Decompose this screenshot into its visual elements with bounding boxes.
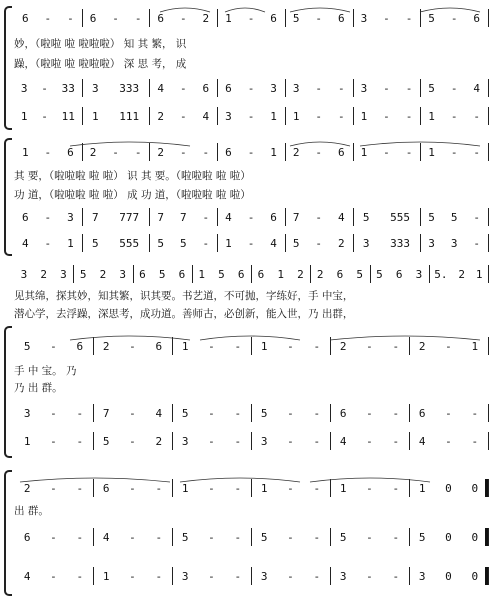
note: 2	[155, 435, 163, 448]
note: 1	[475, 268, 483, 281]
note: 333	[119, 82, 140, 95]
note: -	[76, 435, 84, 448]
note: -	[287, 570, 294, 583]
note: 4	[23, 570, 31, 583]
note: 5	[450, 211, 458, 224]
note: 6	[270, 12, 277, 25]
note: -	[129, 482, 136, 495]
lyric-line: 妙，（啦啦 啦 啦啦啦） 知 其 繁， 识	[14, 38, 187, 50]
note: 111	[119, 110, 140, 123]
note: 4	[21, 237, 29, 250]
note: -	[445, 340, 452, 353]
note: -	[50, 482, 57, 495]
note: 5	[362, 211, 370, 224]
note: 2	[292, 146, 300, 159]
note: -	[473, 211, 481, 224]
slur-arc	[200, 336, 300, 340]
slur-arc	[225, 8, 265, 12]
note: 3	[92, 82, 99, 95]
slur-arc	[290, 8, 350, 12]
note: -	[287, 340, 294, 353]
note: -	[473, 237, 481, 250]
note: 6	[23, 531, 31, 544]
note: -	[315, 12, 323, 25]
note: 5	[376, 268, 383, 281]
note: 7	[92, 211, 99, 224]
note: 7	[292, 211, 300, 224]
note: 6	[336, 268, 344, 281]
note: 5	[158, 268, 166, 281]
note: 6	[155, 340, 163, 353]
note: 3	[360, 12, 368, 25]
note: 4	[473, 82, 481, 95]
note: 3	[339, 570, 347, 583]
note: 5.	[434, 268, 448, 281]
note: 6	[139, 268, 146, 281]
note: 5	[179, 237, 187, 250]
note: 333	[390, 237, 410, 250]
note: 4	[102, 531, 110, 544]
note: -	[313, 482, 321, 495]
note: 1	[225, 237, 232, 250]
note: -	[129, 340, 136, 353]
note: -	[313, 570, 321, 583]
note: 555	[119, 237, 140, 250]
note: -	[450, 82, 458, 95]
note: 6	[102, 482, 110, 495]
note: 5	[23, 340, 31, 353]
note: 777	[119, 211, 140, 224]
note: 5	[428, 211, 435, 224]
note: -	[366, 435, 373, 448]
note: -	[287, 435, 294, 448]
note: -	[155, 482, 163, 495]
note: -	[208, 435, 215, 448]
lyric-line: 功 道，（啦啦啦 啦 啦） 成 功 道，（啦啦啦 啦 啦）	[14, 189, 251, 201]
note: -	[155, 531, 163, 544]
note: 0	[445, 531, 452, 544]
note: 1	[270, 146, 277, 159]
note: 1	[270, 110, 277, 123]
note: 3	[428, 237, 435, 250]
note: 2	[157, 146, 165, 159]
note: -	[287, 407, 294, 420]
note: 3	[260, 435, 268, 448]
note: 6	[89, 12, 97, 25]
note: 2	[89, 146, 97, 159]
note: 5	[260, 531, 268, 544]
note: 4	[418, 435, 426, 448]
note: -	[247, 110, 255, 123]
note: -	[315, 82, 323, 95]
note: 1	[418, 482, 426, 495]
note: -	[44, 211, 52, 224]
note: -	[112, 146, 119, 159]
note: -	[247, 237, 255, 250]
note: -	[129, 407, 136, 420]
note: -	[450, 146, 458, 159]
note: 3	[292, 82, 300, 95]
note: 2	[157, 110, 165, 123]
note: 555	[390, 211, 410, 224]
note: -	[315, 110, 323, 123]
note: -	[383, 146, 390, 159]
note: 5	[356, 268, 363, 281]
note: -	[44, 12, 52, 25]
note: -	[315, 237, 323, 250]
note: 3	[20, 82, 28, 95]
note: -	[392, 531, 400, 544]
note: -	[445, 435, 452, 448]
slur-arc	[330, 336, 480, 340]
note: 5	[292, 12, 300, 25]
note: 1	[339, 482, 347, 495]
note: -	[313, 407, 321, 420]
note: 6	[21, 12, 29, 25]
slur-arc	[160, 8, 210, 12]
note: 1	[67, 237, 74, 250]
note: -	[247, 12, 255, 25]
note: -	[392, 407, 400, 420]
note: -	[208, 570, 215, 583]
note: -	[315, 146, 323, 159]
note: 6	[418, 407, 426, 420]
note: -	[41, 82, 48, 95]
note: 0	[471, 531, 479, 544]
note: 4	[202, 110, 210, 123]
note: -	[405, 146, 413, 159]
note: 1	[181, 340, 189, 353]
note: 5	[92, 237, 99, 250]
note: -	[179, 12, 187, 25]
note: 6	[337, 12, 345, 25]
note: -	[234, 570, 242, 583]
note: -	[405, 12, 413, 25]
note: 6	[339, 407, 347, 420]
note: 5	[428, 82, 435, 95]
lyric-line: 见其绵，探其妙，知其繁，识其要。书艺道，不可抛，字练好，手 中宝，	[14, 290, 354, 302]
note: 5	[157, 237, 165, 250]
note: 3	[270, 82, 277, 95]
note: -	[129, 435, 136, 448]
note: 2	[337, 237, 345, 250]
note: -	[383, 110, 390, 123]
note: 4	[339, 435, 347, 448]
note: 7	[157, 211, 165, 224]
note: -	[129, 531, 136, 544]
note: -	[450, 110, 458, 123]
note: -	[50, 531, 57, 544]
note: 1	[225, 12, 232, 25]
note: 1	[181, 482, 189, 495]
note: 3	[362, 237, 370, 250]
note: -	[76, 570, 84, 583]
note: -	[287, 482, 294, 495]
note: 2	[23, 482, 31, 495]
note: 5	[79, 268, 87, 281]
note: -	[234, 407, 242, 420]
lyric-line: 躁，（啦啦 啦 啦啦啦） 深 思 考， 成	[14, 58, 187, 70]
note: 1	[198, 268, 205, 281]
slur-arc	[290, 142, 350, 146]
note: -	[247, 211, 255, 224]
note: 5	[418, 531, 426, 544]
note: 2	[458, 268, 465, 281]
note: -	[366, 570, 373, 583]
note: -	[383, 12, 390, 25]
note: 3	[415, 268, 423, 281]
lyric-line: 出 群。	[14, 505, 49, 517]
note: -	[287, 531, 294, 544]
note: 5	[218, 268, 225, 281]
note: 6	[257, 268, 265, 281]
note: -	[315, 211, 323, 224]
note: -	[405, 110, 413, 123]
note: -	[471, 435, 479, 448]
note: 6	[237, 268, 245, 281]
note: -	[202, 146, 210, 159]
note: 5	[260, 407, 268, 420]
note: -	[44, 237, 52, 250]
note: 1	[260, 340, 268, 353]
note: 33	[61, 82, 75, 95]
note: -	[41, 110, 48, 123]
note: -	[76, 531, 84, 544]
note: -	[234, 482, 242, 495]
note: -	[134, 146, 142, 159]
note: 0	[445, 482, 452, 495]
note: 6	[178, 268, 186, 281]
note: 6	[76, 340, 84, 353]
note: 5	[339, 531, 347, 544]
note: 1	[428, 110, 435, 123]
note: 1	[20, 110, 28, 123]
note: -	[208, 482, 215, 495]
note: -	[112, 12, 119, 25]
note: -	[208, 531, 215, 544]
note: 0	[445, 570, 452, 583]
note: -	[366, 482, 373, 495]
note: 5	[292, 237, 300, 250]
note: 6	[270, 211, 277, 224]
note: 0	[471, 570, 479, 583]
note: 1	[260, 482, 268, 495]
note: -	[450, 12, 458, 25]
note: 7	[102, 407, 110, 420]
lyric-line: 其 要，（啦啦啦 啦 啦） 识 其 要。（啦啦啦 啦 啦）	[14, 170, 251, 182]
note: 3	[450, 237, 458, 250]
note: 6	[473, 12, 481, 25]
note: 2	[339, 340, 347, 353]
note: 2	[102, 340, 110, 353]
note: 6	[395, 268, 403, 281]
note: -	[247, 82, 255, 95]
note: -	[392, 435, 400, 448]
note: -	[76, 482, 84, 495]
slur-arc	[20, 478, 170, 482]
note: -	[313, 531, 321, 544]
note: 1	[360, 110, 368, 123]
note: 11	[61, 110, 75, 123]
note: 3	[119, 268, 126, 281]
note: -	[383, 82, 390, 95]
note: -	[208, 340, 215, 353]
note: -	[208, 407, 215, 420]
note: 1	[471, 340, 479, 353]
note: -	[179, 110, 187, 123]
note: 3	[418, 570, 426, 583]
note: 2	[202, 12, 210, 25]
note: 2	[99, 268, 107, 281]
note: -	[50, 407, 57, 420]
note: -	[313, 340, 321, 353]
note: 6	[202, 82, 210, 95]
note: 3	[60, 268, 67, 281]
note: -	[129, 570, 136, 583]
note: -	[366, 340, 373, 353]
note: 6	[157, 12, 165, 25]
note: 2	[418, 340, 426, 353]
note: 2	[316, 268, 324, 281]
note: -	[445, 407, 452, 420]
note: 3	[260, 570, 268, 583]
note: -	[405, 82, 413, 95]
note: -	[234, 340, 242, 353]
note: -	[179, 146, 187, 159]
slur-arc	[420, 8, 480, 12]
note: -	[134, 12, 142, 25]
slur-arc	[360, 142, 480, 146]
slur-arc	[70, 336, 190, 340]
note: 1	[23, 435, 31, 448]
note: 4	[337, 211, 345, 224]
note: -	[392, 482, 400, 495]
lyric-line: 手 中 宝。 乃	[14, 365, 77, 377]
note: 1	[360, 146, 368, 159]
note: 1	[428, 146, 435, 159]
note: 3	[67, 211, 74, 224]
note: -	[366, 531, 373, 544]
note: -	[366, 407, 373, 420]
note: -	[234, 531, 242, 544]
note: 3	[20, 268, 28, 281]
note: -	[155, 570, 163, 583]
note: 5	[181, 531, 189, 544]
note: -	[337, 82, 345, 95]
note: 5	[181, 407, 189, 420]
note: 3	[225, 110, 232, 123]
note: -	[50, 340, 57, 353]
note: -	[67, 12, 74, 25]
note: -	[44, 146, 52, 159]
note: 5	[428, 12, 435, 25]
note: -	[179, 82, 187, 95]
note: -	[76, 407, 84, 420]
slur-arc	[310, 478, 430, 482]
note: 2	[40, 268, 47, 281]
slur-arc	[180, 478, 300, 482]
note: -	[473, 146, 481, 159]
note: 4	[270, 237, 277, 250]
note: -	[313, 435, 321, 448]
note: 1	[21, 146, 29, 159]
note: 1	[292, 110, 300, 123]
note: -	[247, 146, 255, 159]
note: -	[337, 110, 345, 123]
note: 3	[360, 82, 368, 95]
note: 4	[155, 407, 163, 420]
note: 2	[297, 268, 304, 281]
note: 3	[181, 570, 189, 583]
note: -	[202, 211, 210, 224]
note: -	[202, 237, 210, 250]
note: 7	[179, 211, 187, 224]
note: -	[471, 407, 479, 420]
lyric-line: 乃 出 群。	[14, 382, 63, 394]
note: -	[234, 435, 242, 448]
note: 3	[181, 435, 189, 448]
note: 4	[225, 211, 232, 224]
note: 5	[102, 435, 110, 448]
note: 1	[277, 268, 284, 281]
note: -	[473, 110, 481, 123]
note: -	[50, 435, 57, 448]
note: 3	[23, 407, 31, 420]
note: 0	[471, 482, 479, 495]
note: -	[50, 570, 57, 583]
note: 6	[225, 146, 232, 159]
slur-arc	[70, 142, 190, 146]
note: -	[392, 570, 400, 583]
note: 6	[21, 211, 29, 224]
note: -	[392, 340, 400, 353]
note: 6	[337, 146, 345, 159]
note: 1	[92, 110, 99, 123]
note: 6	[67, 146, 74, 159]
note: 4	[157, 82, 165, 95]
note: 6	[225, 82, 232, 95]
lyric-line: 潜心学，去浮躁，深思考，成功道。善师古，必创新，能入世，乃 出群，	[14, 308, 354, 320]
note: 1	[102, 570, 110, 583]
